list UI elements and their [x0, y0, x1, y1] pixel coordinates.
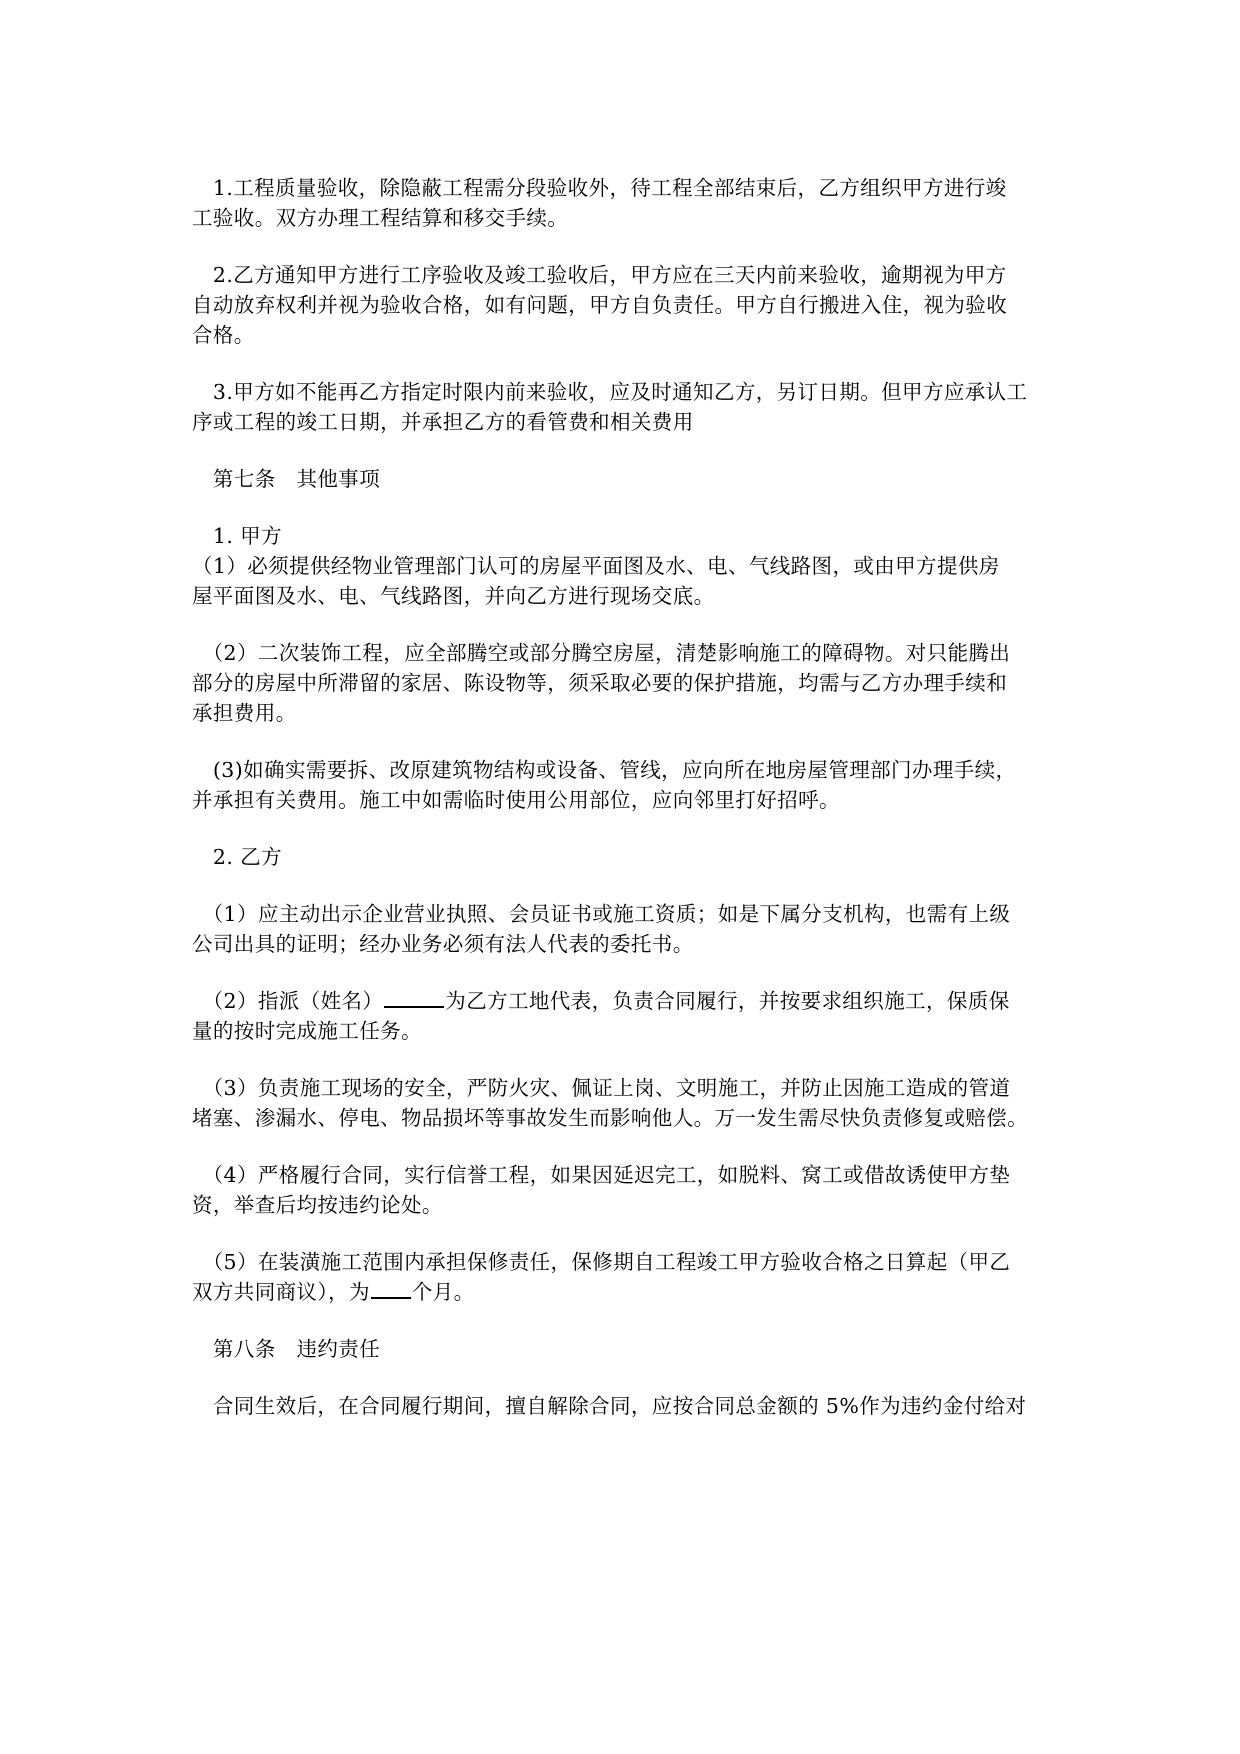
fill-in-blank[interactable]: [384, 986, 444, 1008]
text-line: （1）必须提供经物业管理部门认可的房屋平面图及水、电、气线路图，或由甲方提供房: [192, 554, 1000, 578]
text-line: 工验收。双方办理工程结算和移交手续。: [192, 206, 569, 230]
text-line: 量的按时完成施工任务。: [192, 1019, 422, 1043]
text-line: 自动放弃权利并视为验收合格，如有问题，甲方自负责任。甲方自行搬进入住，视为验收: [192, 293, 1008, 317]
text-line: 公司出具的证明；经办业务必须有法人代表的委托书。: [192, 932, 694, 956]
text-line: 3.甲方如不能再乙方指定时限内前来验收，应及时通知乙方，另订日期。但甲方应承认工: [192, 380, 1028, 404]
text-line: 并承担有关费用。施工中如需临时使用公用部位，应向邻里打好招呼。: [192, 788, 840, 812]
text-line: 部分的房屋中所滞留的家居、陈设物等，须采取必要的保护措施，均需与乙方办理手续和: [192, 671, 1008, 695]
section-heading-article-7: 第七条 其他事项: [192, 467, 381, 491]
text-line: 1.工程质量验收，除隐蔽工程需分段验收外，待工程全部结束后，乙方组织甲方进行竣: [192, 176, 1007, 200]
section-heading-article-8: 第八条 违约责任: [192, 1337, 381, 1361]
text-line: （4）严格履行合同，实行信誉工程，如果因延迟完工，如脱料、窝工或借故诱使甲方垫: [192, 1163, 1011, 1187]
text-segment: 个月。: [411, 1280, 475, 1304]
text-line: 承担费用。: [192, 701, 297, 725]
text-line: 合同生效后，在合同履行期间，擅自解除合同，应按合同总金额的 5%作为违约金付给对: [192, 1394, 1027, 1418]
text-line-with-blank: [192, 1277, 1072, 1307]
text-segment: 双方共同商议），为: [192, 1280, 370, 1304]
text-line: （5）在装潢施工范围内承担保修责任，保修期自工程竣工甲方验收合格之日算起（甲乙: [192, 1250, 1011, 1274]
text-line: (3)如确实需要拆、改原建筑物结构或设备、管线，应向所在地房屋管理部门办理手续，: [192, 758, 1017, 782]
text-segment: 为乙方工地代表，负责合同履行，并按要求组织施工，保质保: [445, 989, 1010, 1013]
text-line: （3）负责施工现场的安全，严防火灾、佩证上岗、文明施工，并防止因施工造成的管道: [192, 1076, 1011, 1100]
fill-in-blank[interactable]: [371, 1277, 411, 1299]
text-line: 堵塞、渗漏水、停电、物品损坏等事故发生而影响他人。万一发生需尽快负责修复或赔偿。: [192, 1106, 1028, 1130]
text-line: 2.乙方通知甲方进行工序验收及竣工验收后，甲方应在三天内前来验收，逾期视为甲方: [192, 263, 1007, 287]
subsection-heading-party-a: 1. 甲方: [192, 524, 282, 548]
subsection-heading-party-b: 2. 乙方: [192, 845, 282, 869]
text-line: 资，举查后均按违约论处。: [192, 1193, 443, 1217]
text-line: （1）应主动出示企业营业执照、会员证书或施工资质；如是下属分支机构，也需有上级: [192, 902, 1011, 926]
text-line: 序或工程的竣工日期，并承担乙方的看管费和相关费用: [192, 410, 694, 434]
text-line: 合格。: [192, 323, 255, 347]
text-segment: （2）指派（姓名）: [192, 989, 384, 1013]
text-line-with-blank: [192, 986, 1072, 1016]
text-line: 屋平面图及水、电、气线路图，并向乙方进行现场交底。: [192, 584, 715, 608]
text-line: （2）二次装饰工程，应全部腾空或部分腾空房屋，清楚影响施工的障碍物。对只能腾出: [192, 641, 1011, 665]
